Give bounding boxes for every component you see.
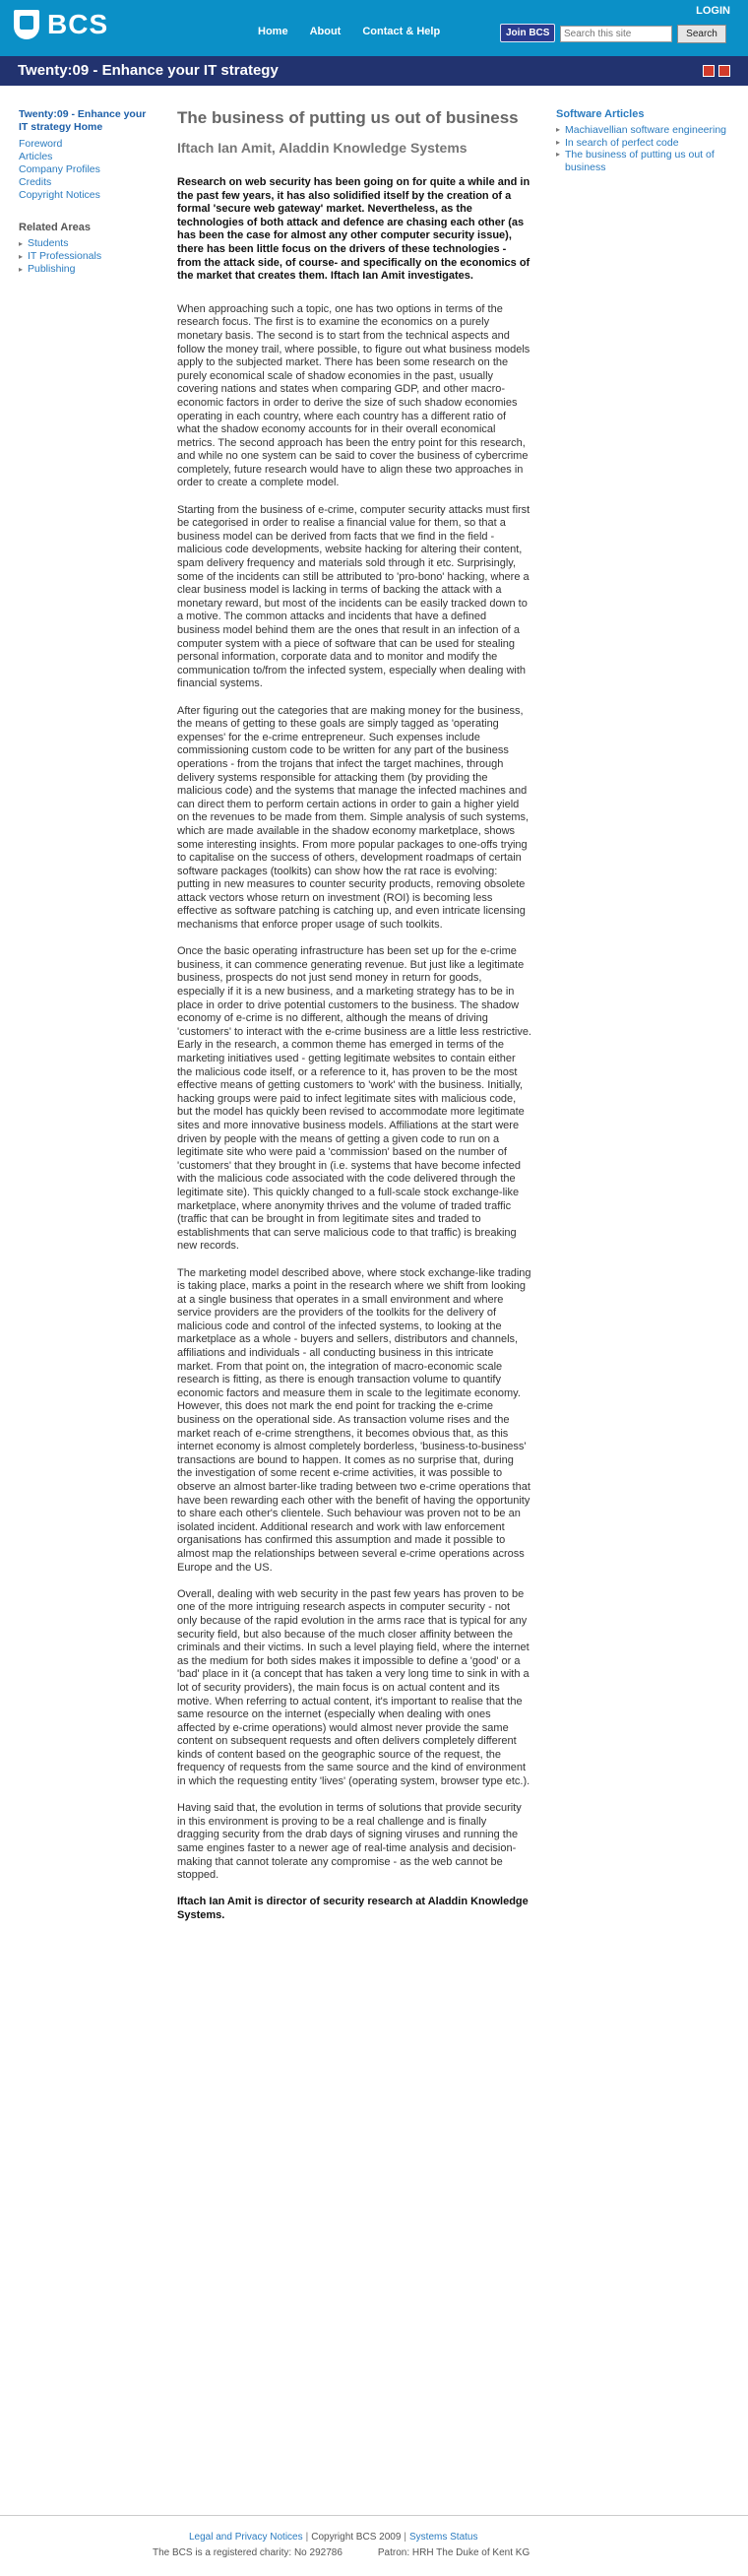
footer-separator: | [305,2532,309,2543]
top-bar [0,0,748,56]
email-icon[interactable] [718,65,730,77]
sidebar-home-link[interactable]: Twenty:09 - Enhance your IT strategy Home [19,108,147,133]
join-bcs-button[interactable]: Join BCS [500,24,555,42]
related-item-students[interactable]: ▸ Students [19,237,156,250]
page-tools [699,65,730,77]
related-item-it-professionals[interactable]: ▸ IT Professionals [19,250,156,263]
login-link[interactable]: LOGIN [696,5,730,17]
related-areas-heading: Related Areas [19,222,91,233]
article-paragraph: Having said that, the evolution in terms of solutions that provide security in this environment is proving to be a real challenge and is finally dragging security from the drab days of signing viruses and running the same engines faster to a newer age of real-time analysis and decision-making that cannot tolerate any compromise - as the web cannot be stopped. [177,1802,522,1882]
right-sidebar [556,108,733,173]
site-title: Twenty:09 - Enhance your IT strategy [18,62,279,79]
charity-line [153,2547,565,2558]
article [177,108,531,1923]
main-nav [258,26,462,37]
author-bio: Iftach Ian Amit is director of security research at Aladdin Knowledge Systems. [177,1896,529,1921]
article-paragraph: Overall, dealing with web security in the past few years has proven to be one of the more intriguing research aspects in computer security - not only because of the rapid evolution in the arms race that is typical for any security field, but also because of the much closer affinity between the criminals and their victims. In such a level playing field, where the internet as the medium for both sides makes it impossible to define a 'good' or a 'bad' place in it (a concept that has taken a very long time to sink in with a lot of security providers), the main focus is on actual content and its motive. When referring to actual content, it's important to realise that the same resource on the internet (especially when dealing with ones affected by e-crime operations) would almost never provide the same content on subsequent requests and often delivers completely different kinds of content based on the geographic source of the request, the frequency of requests from the same source and the kind of environment in which the requesting entity 'lives' (operating system, browser type etc.). [177,1587,530,1788]
article-paragraph: After figuring out the categories that are making money for the business, the means of getting to these goals are simply tagged as 'operating expenses' for the e-crime entrepreneur. Such expenses include commissioning custom code to be written for any part of the business operations - from the trojans that infect the target machines, through delivery systems responsible for attacking them (by providing the malicious code) and the systems that manage the infected machines and can direct them to perform certain actions in order to gain a higher yield on the revenues to be made from them. Simple analysis of such systems, which are made available in the shadow economy marketplace, shows some interesting insights. From more popular packages to one-offs trying to capitalise on the success of others, development roadmaps of certain software packages (toolkits) can show how the rat race is evolving: putting in new measures to counter security products, removing obsolete attack vectors whose return on investment (ROI) is becoming less effective as software patching is catching up, and even intricate licensing mechanisms that enforce proper usage of such toolkits. [177,704,530,932]
legal-privacy-link[interactable]: Legal and Privacy Notices [189,2532,303,2543]
article-paragraph: Once the basic operating infrastructure has been set up for the e-crime business, it can commence generating revenue. But just like a legitimate business, prospects do not just send money in return for goods, especially if it is a new business, and a marketing strategy has to be in place in order to drive potential customers to the business. The shadow economy of e-crime is no different, although the means of driving 'customers' to interact with the e-crime business are a little less restrictive. Early in the research, a common theme has emerged in terms of the marketing initiatives used - getting legitimate websites to contain either the malicious code itself, or a reference to it, has proven to be the most effective means of getting customers to 'work' with the business. Initially, hacking groups were paid to infect legitimate sites with malicious code, but the model has quickly been revised to accommodate more legitimate sites and more innovative business models. Affiliations at the start were driven by people with the means of getting a given code to run on a legitimate site who were paid a 'commission' based on the number of 'customers' that they brought in (i.e. systems that have become infected with the malicious code associated with the code delivered through the legitimate site). This quickly changed to a full-scale stock exchange-like marketplace, where anonymity thrives and the volume of traded traffic (traffic that can be brought in from legitimate sites and traded to establishments that can serve malicious code to that traffic) is breaking new records. [177,945,531,1253]
print-icon[interactable] [703,65,715,77]
related-item-publishing[interactable]: ▸ Publishing [19,263,156,276]
charity-text: The BCS is a registered charity: No 292786 [153,2547,343,2558]
logo-text: BCS [47,9,109,39]
footer-separator: | [404,2532,407,2543]
footer-links [189,2532,477,2543]
nav-home[interactable]: Home [258,26,288,37]
sidebar-item-foreword[interactable]: Foreword [19,138,63,150]
sidebar-item-company-profiles[interactable]: Company Profiles [19,163,100,175]
article-paragraph: Starting from the business of e-crime, computer security attacks must first be categorised in order to realise a financial value for them, so that a business model can be derived from facts that we find in the field - malicious code developments, website hacking for altering their content, spam delivery frequency and materials sold through it etc. Surprisingly, some of the incidents can still be attributed to 'pro-bono' hacking, where a clear business model is lacking in terms of backing the attack with a monetary reward, but most of the incidents can be easily tracked down to a motive. The common attacks and incidents that have a defined business model behind them are the ones that result in an infection of a computer system with a piece of software that can be used for stealing personal information, corporate data and to monitor and modify the communication to/from the infected system, especially when dealing with financial systems. [177,503,530,690]
article-author: Iftach Ian Amit, Aladdin Knowledge Systems [177,140,468,156]
copyright-text: Copyright BCS 2009 [311,2532,402,2543]
title-bar [0,56,748,86]
nav-contact-help[interactable]: Contact & Help [362,26,441,37]
sidebar-item-articles[interactable]: Articles [19,151,53,162]
shield-logo-icon [14,10,39,39]
sidebar-item-credits[interactable]: Credits [19,176,52,188]
software-articles-heading: Software Articles [556,108,645,120]
article-paragraph: The marketing model described above, where stock exchange-like trading is taking place, marks a point in the research where we shift from looking at a single business that operates in a small environment and where service providers are the providers of the toolkits for the delivery of malicious code and control of the infected systems, to looking at the marketplace as a whole - buyers and sellers, distributors and channels, affiliations and individuals - all conducting business in this intricate market. From that point on, the integration of macro-economic scale research is fitting, as there is enough transaction volume to quantify economic factors and measure them in scale to the legitimate economy. However, this does not mark the end point for tracking the e-crime business on the operational side. As transaction volume rises and the market reach of e-crime strengthens, it becomes obvious that, as this internet economy is almost completely borderless, 'business-to-business' transactions are bound to happen. It comes as no surprise that, during the investigation of some recent e-crime activities, it was possible to observe an almost barter-like trading between two e-crime operations that have been rewarding each other with the benefit of having the opportunity to share each other's clientele. Such behaviour was proven not to be an isolated incident. Additional research and work with law enforcement organisations has confirmed this assumption and made it possible to almost map the relationships between several e-crime operations across Europe and the US. [177,1266,531,1574]
article-paragraph: When approaching such a topic, one has two options in terms of the research focus. The first is to examine the economics on a purely monetary basis. The second is to start from the technical aspects and follow the money trail, where possible, to figure out what business models apply to the subjected market. There has been some research on the purely economical scale of shadow economies in the past, usually covering nations and states when comparing GDP, and other macro-economic factors in order to derive the size of such shadow economies operating in each country, where each country has a different ratio of what the shadow economy accounts for in their overall economical metrics. The second approach has been the entry point for this research, and while no one system can be said to cover the business of cybercrime completely, future research would have to align these two approaches in order to create a complete model. [177,302,530,489]
systems-status-link[interactable]: Systems Status [409,2532,478,2543]
related-article-link[interactable]: ▸ In search of perfect code [556,137,733,150]
related-article-link[interactable]: ▸ Machiavellian software engineering [556,124,733,137]
left-sidebar [19,108,156,276]
sidebar-item-copyright-notices[interactable]: Copyright Notices [19,189,100,201]
footer [0,2515,748,2558]
article-intro: Research on web security has been going on for quite a while and in the past few years, it has also solidified itself by the creation of a formal 'secure web gateway' market. Nevertheless, as the technologies of both attack and defence are chasing each other (as has been the case for almost any other computer security issue), there has been little focus on the drivers of these technologies - from the attack side, of course- and specifically on the economics of the market that creates them. Iftach Ian Amit investigates. [177,176,530,283]
article-title: The business of putting us out of business [177,108,519,127]
bcs-logo[interactable] [14,9,108,40]
related-article-link[interactable]: ▸ The business of putting us out of business [556,149,733,173]
search-button[interactable]: Search [677,25,726,43]
nav-about[interactable]: About [309,26,342,37]
search-input[interactable] [560,26,672,42]
patron-text: Patron: HRH The Duke of Kent KG [377,2547,530,2558]
